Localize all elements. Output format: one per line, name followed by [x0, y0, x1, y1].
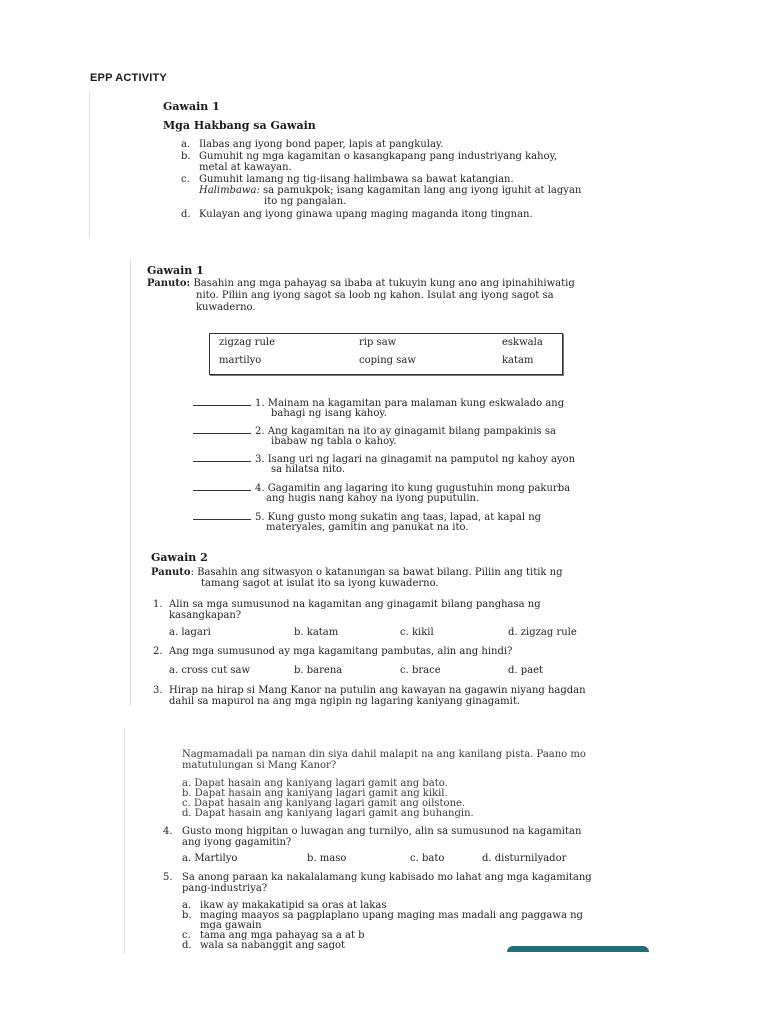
section2-heading: Gawain 1	[147, 264, 204, 277]
section2-panuto-text-3: kuwaderno.	[196, 302, 256, 313]
q3-num: 3.	[153, 685, 163, 696]
q3-option-a: a. Dapat hasain ang kaniyang lagari gamit ang bato.	[182, 778, 448, 789]
q2-option-c: c. brace	[400, 665, 441, 676]
step-c-letter: c.	[181, 174, 190, 185]
q5-option-c-text: tama ang mga pahayag sa a at b	[200, 930, 365, 941]
choice-eskwala: eskwala	[502, 337, 543, 348]
step-b-text-1: Gumuhit ng mga kagamitan o kasangkapang pang industriyang kahoy,	[199, 151, 558, 162]
q5-option-c-letter: c.	[182, 930, 191, 941]
choice-zigzag-rule: zigzag rule	[219, 337, 276, 348]
q2-option-b: b. barena	[294, 665, 343, 676]
fill-item-2-text-2: ibabaw ng tabla o kahoy.	[271, 436, 397, 447]
q5-option-d-letter: d.	[182, 940, 192, 951]
accent-bar	[507, 946, 649, 952]
fill-item-3	[193, 453, 575, 465]
fill-item-3-text-1: Isang uri ng lagari na ginagamit na pamputol ng kahoy ayon	[267, 454, 576, 465]
q5-option-b-text-2: mga gawain	[200, 920, 262, 931]
q1-option-d: d. zigzag rule	[508, 627, 577, 638]
choice-coping-saw: coping saw	[359, 355, 416, 366]
q3-option-d: d. Dapat hasain ang kaniyang lagari gamit ang buhangin.	[182, 808, 474, 819]
q4-num: 4.	[163, 826, 173, 837]
fill-item-5-text-2: materyales, gamitin ang panukat na ito.	[266, 522, 469, 533]
q4-text-1: Gusto mong higpitan o luwagan ang turnilyo, alin sa sumusunod na kagamitan	[182, 826, 582, 837]
q2-num: 2.	[153, 646, 163, 657]
step-d-letter: d.	[181, 209, 191, 220]
q4-option-d: d. disturnilyador	[482, 853, 567, 864]
fill-item-2-num: 2.	[255, 426, 265, 437]
section2-panuto-line-1	[147, 278, 575, 289]
q5-num: 5.	[163, 872, 173, 883]
q5-option-b-letter: b.	[182, 910, 192, 921]
q1-option-c: c. kikil	[400, 627, 434, 638]
q5-option-a-text: ikaw ay makakatipid sa oras at lakas	[200, 900, 387, 911]
fill-item-1-text-2: bahagi ng isang kahoy.	[271, 408, 387, 419]
example-label: Halimbawa:	[199, 185, 260, 196]
section2-panuto-label: Panuto:	[147, 278, 191, 289]
answer-blank-3	[193, 453, 251, 462]
fill-item-1-num: 1.	[255, 398, 265, 409]
section3-heading: Gawain 2	[151, 551, 208, 564]
answer-blank-4	[193, 482, 251, 491]
fill-item-1-text-1: Mainam na kagamitan para malaman kung eskwalado ang	[267, 398, 565, 409]
section3-panuto-text-2: tamang sagot at isulat ito sa iyong kuwaderno.	[201, 578, 439, 589]
step-c-text: Gumuhit lamang ng tig-iisang halimbawa sa bawat katangian.	[199, 174, 514, 185]
q4-option-c: c. bato	[410, 853, 445, 864]
q1-text-1: Alin sa mga sumusunod na kagamitan ang ginagamit bilang panghasa ng	[169, 599, 541, 610]
step-d-text: Kulayan ang iyong ginawa upang maging maganda itong tingnan.	[199, 209, 533, 220]
answer-blank-1	[193, 397, 251, 406]
image-border-3	[124, 728, 125, 954]
q3-text-1: Hirap na hirap si Mang Kanor na putulin ang kawayan na gagawin niyang hagdan	[169, 685, 586, 696]
choice-martilyo: martilyo	[219, 355, 262, 366]
step-b-letter: b.	[181, 151, 191, 162]
answer-blank-2	[193, 425, 251, 434]
section3-panuto-label: Panuto	[151, 567, 191, 578]
section3-panuto-text-1: : Basahin ang sitwasyon o katanungan sa bawat bilang. Piliin ang titik ng	[190, 567, 563, 578]
q5-text-1: Sa anong paraan ka nakalalamang kung kabisado mo lahat ang mga kagamitang	[182, 872, 592, 883]
q2-text-1: Ang mga sumusunod ay mga kagamitang pambutas, alin ang hindi?	[169, 646, 513, 657]
answer-blank-5	[193, 511, 251, 520]
q2-option-d: d. paet	[508, 665, 544, 676]
q5-option-a-letter: a.	[182, 900, 192, 911]
step-a-letter: a.	[181, 139, 191, 150]
section2-panuto-text-1: Basahin ang mga pahayag sa ibaba at tukuyin kung ano ang ipinahihiwatig	[193, 278, 575, 289]
q3-cont-text-2: matutulungan si Mang Kanor?	[182, 760, 337, 771]
fill-item-2-text-1: Ang kagamitan na ito ay ginagamit bilang pampakinis sa	[267, 426, 556, 437]
fill-item-5-num: 5.	[255, 512, 265, 523]
section3-panuto-line-1	[151, 567, 563, 578]
q4-option-b: b. maso	[307, 853, 347, 864]
q1-text-2: kasangkapan?	[169, 610, 242, 621]
q4-text-2: ang iyong gagamitin?	[182, 837, 292, 848]
step-b-text-2: metal at kawayan.	[199, 162, 292, 173]
q3-cont-text-1: Nagmamadali pa naman din siya dahil malapit na ang kanilang pista. Paano mo	[182, 749, 586, 760]
q1-num: 1.	[153, 599, 163, 610]
choices-box	[209, 333, 563, 375]
fill-item-4-text-2: ang hugis nang kahoy na iyong puputulin.	[266, 493, 480, 504]
q5-option-b-text-1: maging maayos sa pagplaplano upang maging mas madali ang paggawa ng	[200, 910, 583, 921]
q5-option-d-text: wala sa nabanggit ang sagot	[200, 940, 346, 951]
q5-text-2: pang-industriya?	[182, 883, 268, 894]
section1-subheading: Mga Hakbang sa Gawain	[163, 119, 316, 132]
q3-option-b: b. Dapat hasain ang kaniyang lagari gamit ang kikil.	[182, 788, 448, 799]
step-a-text: Ilabas ang iyong bond paper, lapis at pangkulay.	[199, 139, 444, 150]
q1-option-b: b. katam	[294, 627, 339, 638]
page-title: EPP ACTIVITY	[90, 72, 167, 84]
example-line-1	[199, 185, 581, 196]
section2-panuto-text-2: nito. Piliin ang iyong sagot sa loob ng kahon. Isulat ang iyong sagot sa	[196, 290, 554, 301]
fill-item-3-num: 3.	[255, 454, 265, 465]
q3-option-c: c. Dapat hasain ang kaniyang lagari gamit ang oilstone.	[182, 798, 466, 809]
q1-option-a: a. lagari	[169, 627, 211, 638]
fill-item-3-text-2: sa hilatsa nito.	[271, 464, 346, 475]
example-text-2: ito ng pangalan.	[264, 196, 347, 207]
image-border-1	[89, 92, 90, 238]
choice-rip-saw: rip saw	[359, 337, 397, 348]
image-border-2	[130, 258, 131, 706]
q2-option-a: a. cross cut saw	[169, 665, 251, 676]
fill-item-4-text-1: Gagamitin ang lagaring ito kung gugustuhin mong pakurba	[267, 483, 571, 494]
section1-heading: Gawain 1	[163, 100, 220, 113]
choice-katam: katam	[502, 355, 534, 366]
q4-option-a: a. Martilyo	[182, 853, 238, 864]
fill-item-5-text-1: Kung gusto mong sukatin ang taas, lapad, at kapal ng	[267, 512, 542, 523]
example-text-1: sa pamukpok; isang kagamitan lang ang iyong iguhit at lagyan	[263, 185, 582, 196]
fill-item-4-num: 4.	[255, 483, 265, 494]
q3-text-2: dahil sa mapurol na ang mga ngipin ng lagaring kaniyang ginagamit.	[169, 696, 521, 707]
